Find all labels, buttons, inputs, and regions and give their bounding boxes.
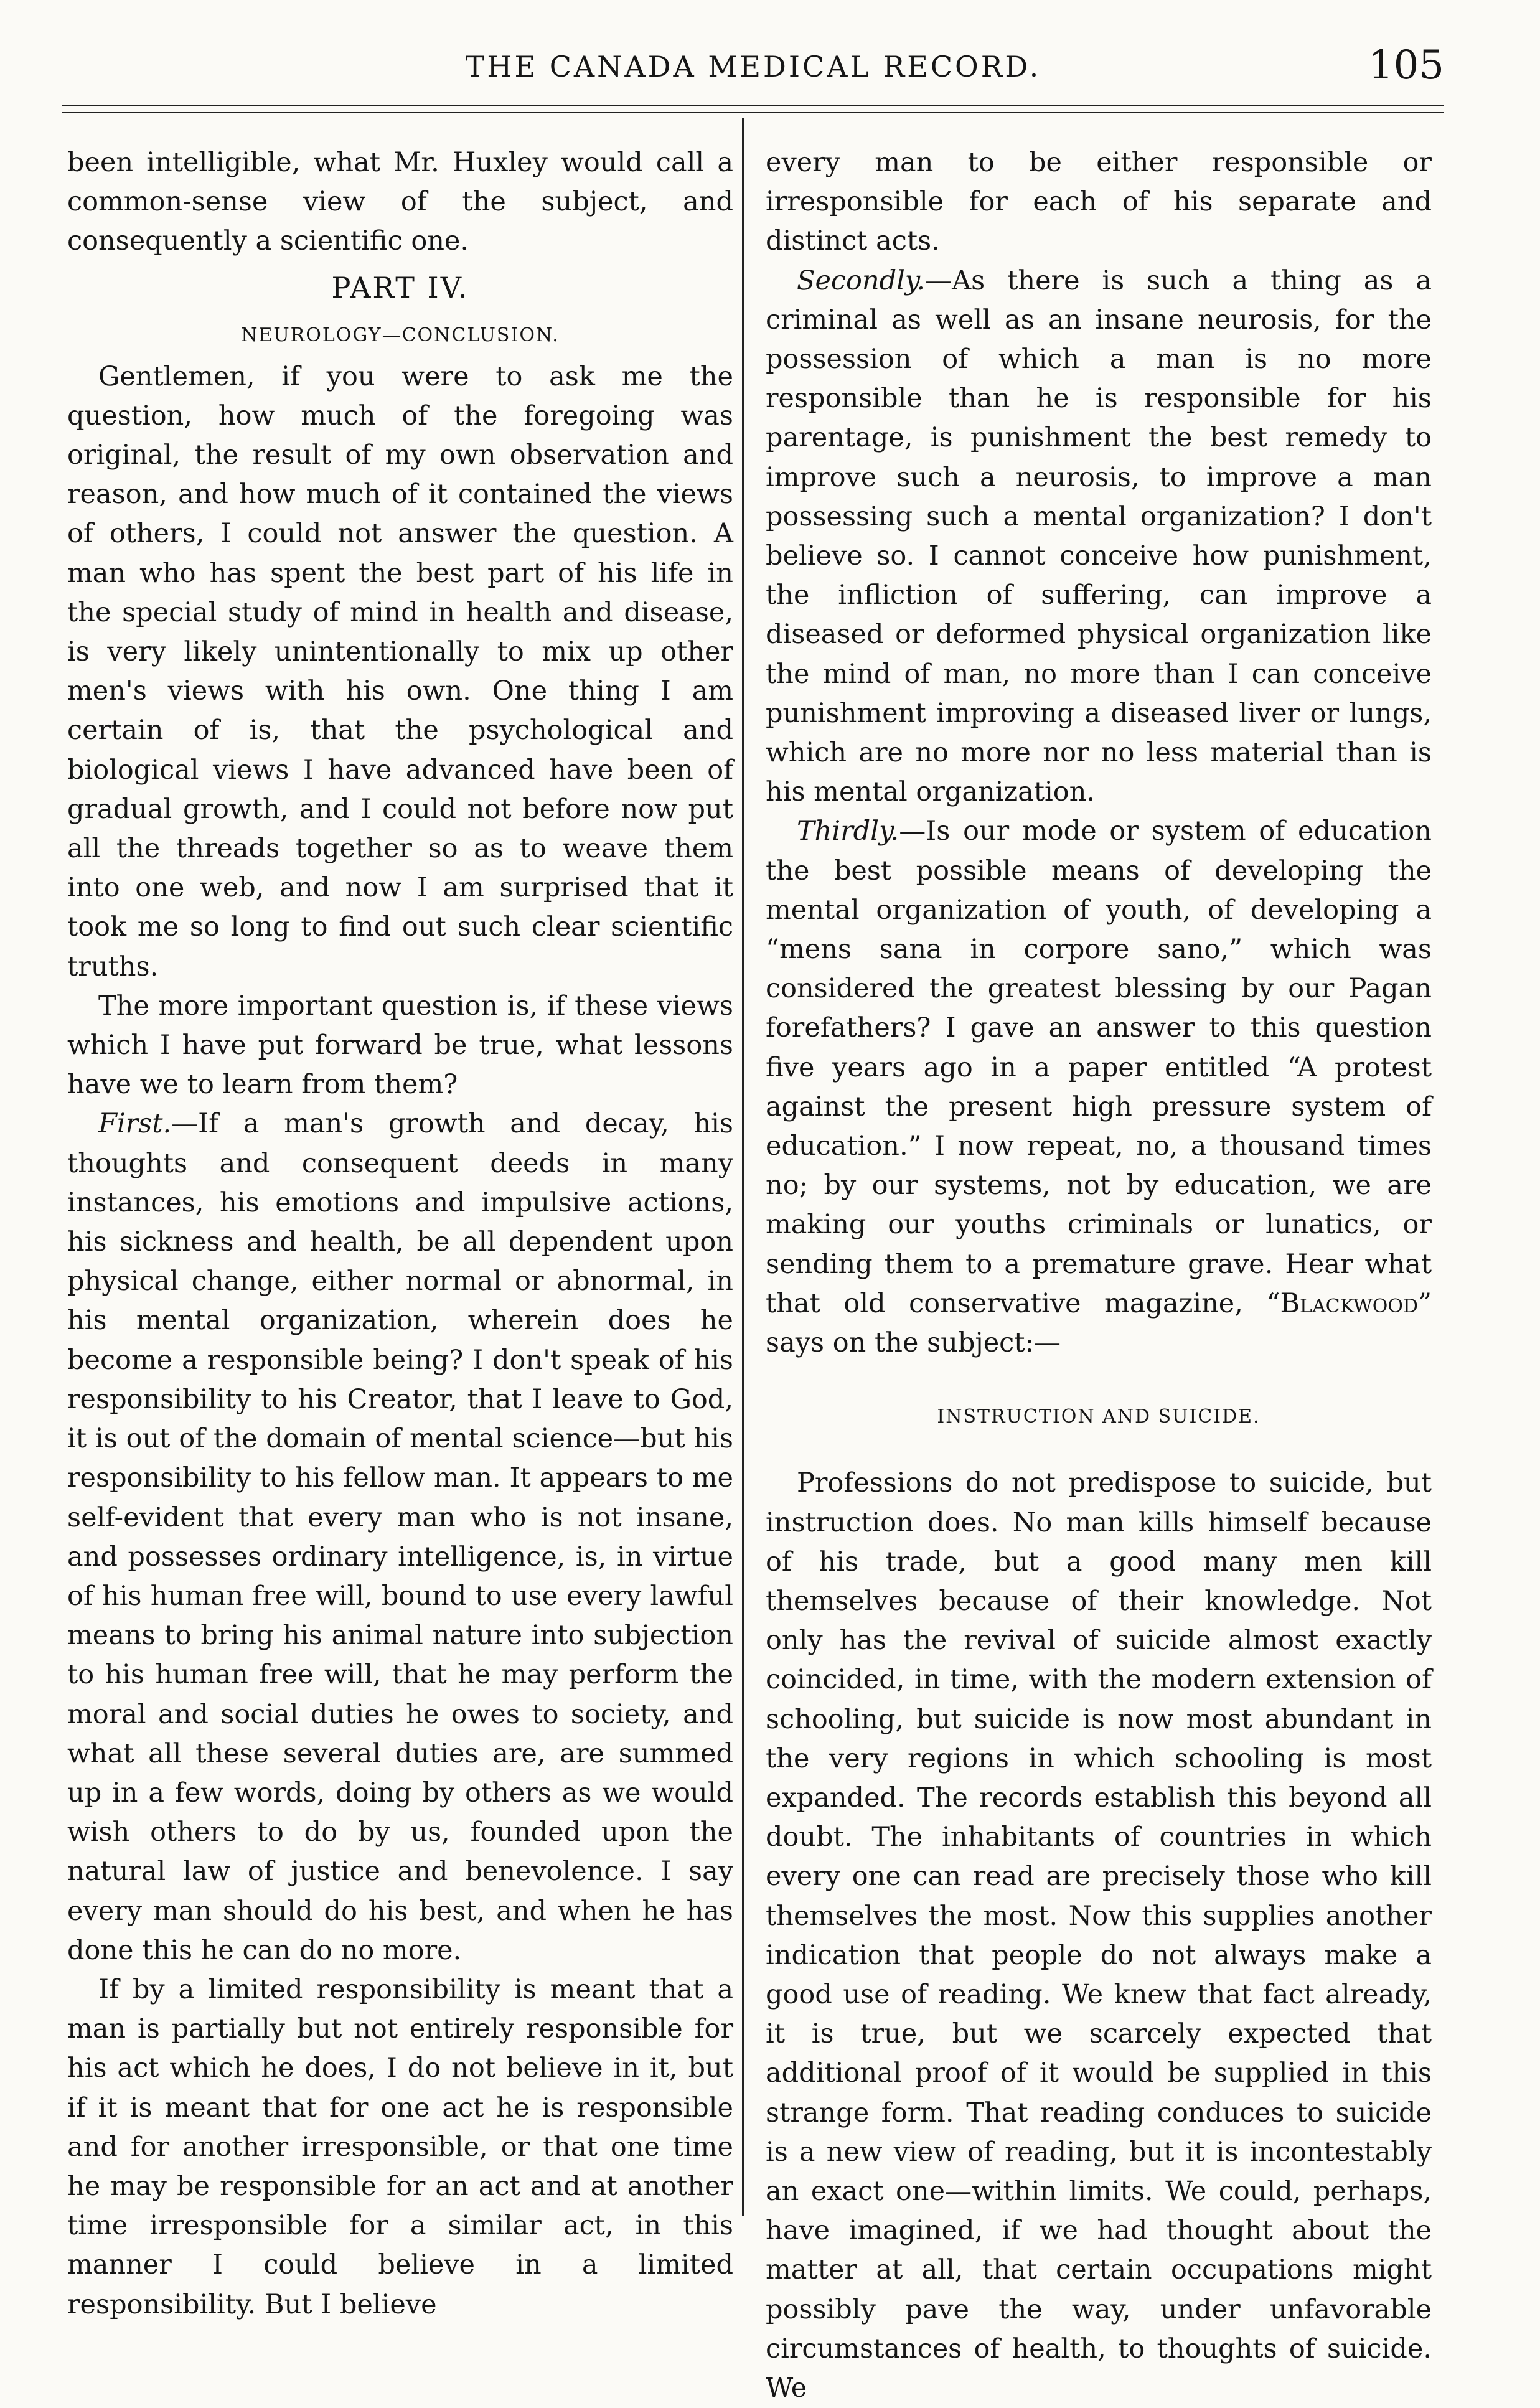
page-number: 105: [1368, 42, 1444, 88]
paragraph-lead: Thirdly.: [797, 816, 899, 847]
paragraph: every man to be either responsible or irresponsible for each of his separate and distinct acts.: [766, 147, 1432, 257]
paragraph: [67, 1104, 733, 1970]
right-column: [766, 143, 1432, 2408]
magazine-name: Blackwood: [1280, 1287, 1419, 1319]
paragraph: The more important question is, if these views which I have put forward be true, what lessons have we to learn from them?: [67, 990, 733, 1101]
paragraph: [766, 261, 1432, 812]
part-heading: PART IV.: [331, 270, 469, 304]
running-header: [62, 37, 1444, 93]
paragraph: Professions do not predispose to suicide, but instruction does. No man kills himself because of his trade, but a good many men kill themselves because of their knowledge. Not only has the revival of suicide almost exactly coincided, in time, with the modern extension of schooling, but suicide is now most abundant in the very regions in which schooling is most expanded. The records establish this beyond all doubt. The inhabitants of countries in which every one can read are precisely those who kill themselves the most. Now this supplies another indication that people do not always make a good use of reading. We knew that fact already, it is true, but we scarcely expected that additional proof of it would be supplied in this strange form. That reading conduces to suicide is a new view of reading, but it is incontestably an exact one—within limits. We could, perhaps, have imagined, if we had thought about the matter at all, that certain occupations might possibly pave the way, under unfavorable circumstances of health, to thoughts of suicide. We: [766, 1467, 1432, 2404]
left-column: [67, 143, 733, 2325]
section-heading: INSTRUCTION AND SUICIDE.: [937, 1406, 1261, 1428]
paragraph-text: —If a man's growth and decay, his thoughts and consequent deeds in many instances, his emotions and impulsive actions, his sickness and health, be all dependent upon physical change, either normal or abnormal, in his mental organization, wherein does he become a responsible being? I don't speak of his responsibility to his Creator, that I leave to God, it is out of the domain of mental science—but his responsibility to his fellow man. It appears to me self-evident that every man who is not insane, and possesses ordinary intelligence, is, in virtue of his human free will, bound to use every lawful means to bring his animal nature into subjection to his human free will, that he may perform the moral and social duties he owes to society, and what all these several duties are, are summed up in a few words, doing by others as we would wish others to do by us, founded upon the natural law of justice and benevolence. I say every man should do his best, and when he has done this he can do no more.: [67, 1108, 733, 1966]
column-divider: [742, 118, 744, 2216]
paragraph: been intelligible, what Mr. Huxley would call a common-sense view of the subject, and consequently a scientific one.: [67, 147, 733, 257]
paragraph-text: —As there is such a thing as a criminal as well as an insane neurosis, for the possession of which a man is no more responsible than he is responsible for his parentage, is punishment the best remedy to improve such a neurosis, to improve a man possessing such a mental organization? I don't believe so. I cannot conceive how punishment, the infliction of suffering, can improve a diseased or deformed physical organization like the mind of man, no more than I can conceive punishment improving a diseased liver or lungs, which are no more nor no less material than is his mental organization.: [766, 265, 1432, 808]
paragraph-end: ” says on the subject:—: [766, 1287, 1432, 1359]
header-rule-bottom: [62, 112, 1444, 113]
paragraph-lead: First.: [98, 1108, 172, 1140]
paragraph: If by a limited responsibility is meant that a man is partially but not entirely responsible for his act which he does, I do not believe in it, but if it is meant that for one act he is responsible and for another irresponsible, or that one time he may be responsible for an act and at another time irresponsible for a similar act, in this manner I could believe in a limited responsibility. But I believe: [67, 1973, 733, 2320]
header-rule-top: [62, 105, 1444, 106]
paragraph-text: —Is our mode or system of education the best possible means of developing the mental organization of youth, of developing a “mens sana in corpore sano,” which was considered the greatest blessing by our Pagan forefathers? I gave an answer to this question five years ago in a paper entitled “A protest against the present high pressure system of education.” I now repeat, no, a thousand times no; by our systems, not by education, we are making our youths criminals or lunatics, or sending them to a premature grave. Hear what that old conservative magazine,: [766, 816, 1432, 1319]
quote-open: “: [1266, 1287, 1280, 1319]
paragraph: [766, 812, 1432, 1363]
section-heading: NEUROLOGY—CONCLUSION.: [241, 324, 560, 346]
journal-title: THE CANADA MEDICAL RECORD.: [465, 50, 1041, 83]
paragraph: Gentlemen, if you were to ask me the question, how much of the foregoing was original, the result of my own observation and reason, and how much of it contained the views of others, I could not answer the question. A man who has spent the best part of his life in the special study of mind in health and disease, is very likely unintentionally to mix up other men's views with his own. One thing I am certain of is, that the psychological and biological views I have advanced have been of gradual growth, and I could not before now put all the threads together so as to weave them into one web, and now I am surprised that it took me so long to find out such clear scientific truths.: [67, 360, 733, 982]
paragraph-lead: Secondly.: [797, 265, 926, 296]
